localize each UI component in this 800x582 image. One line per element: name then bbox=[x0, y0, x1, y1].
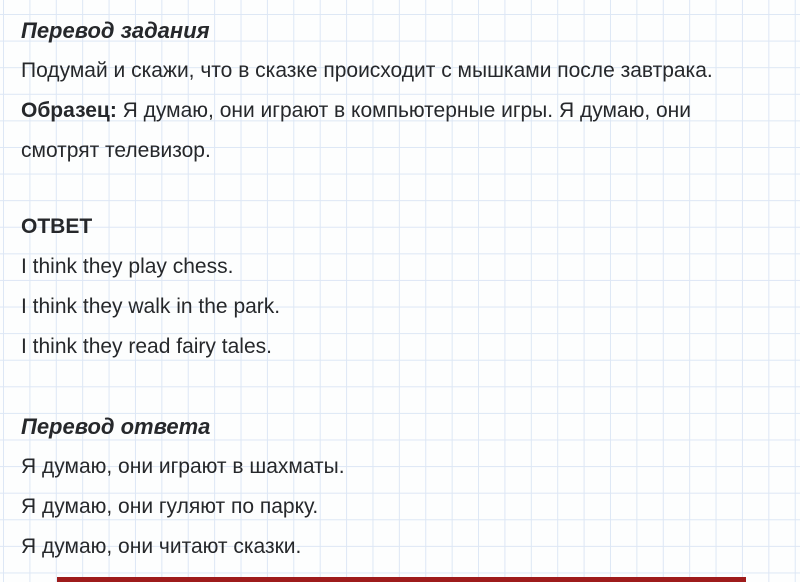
sample-line-1 bbox=[21, 91, 755, 131]
task-translation-heading: Перевод задания bbox=[21, 18, 210, 43]
answer-line: I think they walk in the park. bbox=[21, 295, 281, 318]
answer-line: I think they read fairy tales. bbox=[21, 335, 272, 358]
bottom-red-bar bbox=[57, 577, 746, 582]
sample-text-part1: Я думаю, они играют в компьютерные игры. Я думаю, они bbox=[122, 99, 692, 122]
page-content bbox=[21, 11, 755, 567]
sample-label: Образец: bbox=[21, 99, 117, 122]
answer-translation-line: Я думаю, они гуляют по парку. bbox=[21, 495, 319, 518]
answer-translation-heading: Перевод ответа bbox=[21, 414, 211, 439]
answer-line: I think they play chess. bbox=[21, 255, 234, 278]
section-task-translation bbox=[21, 11, 755, 171]
section-answer-translation bbox=[21, 407, 755, 567]
sample-line-2: смотрят телевизор. bbox=[21, 139, 211, 162]
task-text: Подумай и скажи, что в сказке происходит с мышками после завтрака. bbox=[21, 59, 713, 82]
answer-heading: ОТВЕТ bbox=[21, 215, 93, 238]
answer-translation-line: Я думаю, они читают сказки. bbox=[21, 535, 302, 558]
section-answer bbox=[21, 207, 755, 367]
answer-translation-line: Я думаю, они играют в шахматы. bbox=[21, 455, 345, 478]
